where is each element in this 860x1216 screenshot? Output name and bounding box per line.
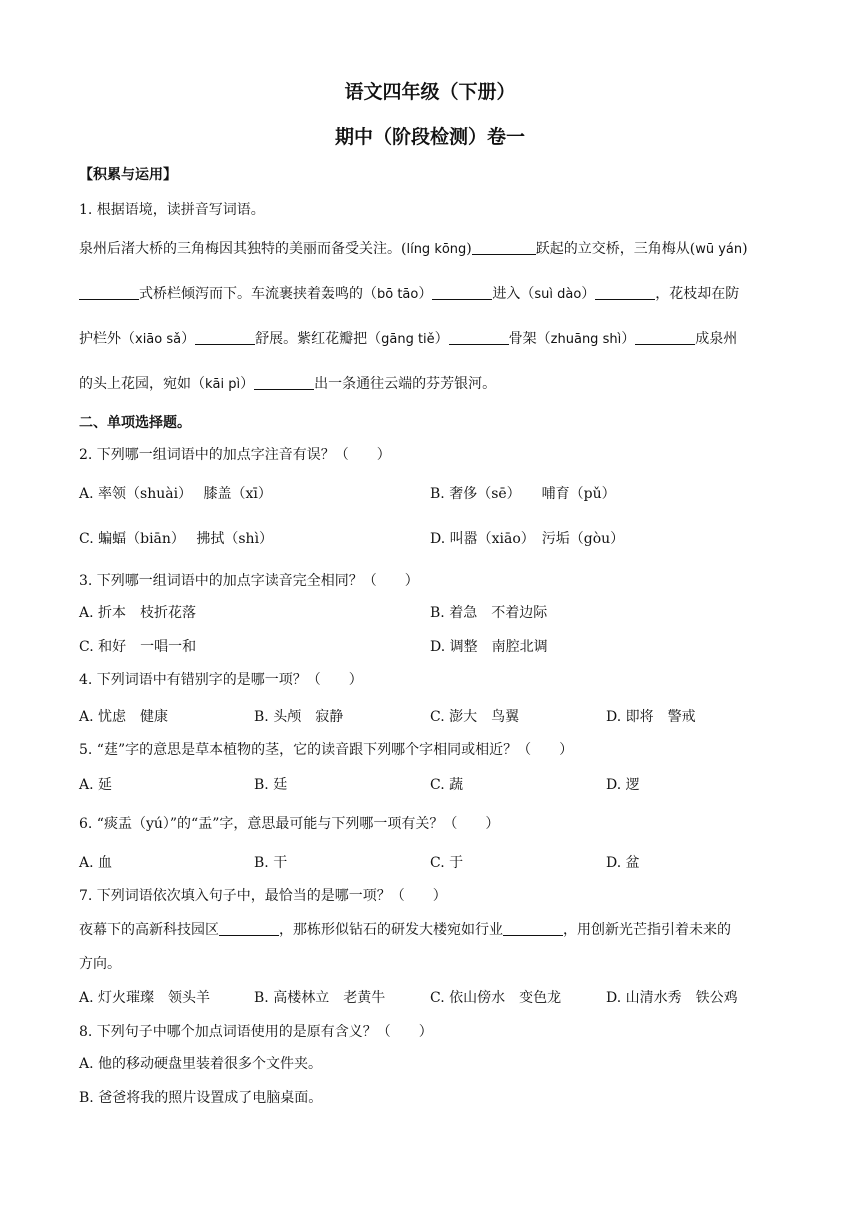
question-2-stem: 2. 下列哪一组词语中的加点字注音有误？（ ） <box>79 447 391 463</box>
question-6-stem: 6. “痰盂（yú）”的“盂”字，意思最可能与下列哪一项有关？（ ） <box>79 816 500 832</box>
pinyin: líng kōng <box>406 242 467 257</box>
text: 跃起的立交桥，三角梅从( <box>535 241 696 257</box>
pinyin: gāng tiě <box>381 332 435 347</box>
text: 式桥栏倾泻而下。车流裹挟着轰鸣的（ <box>139 286 377 302</box>
question-4-option-c[interactable]: C. 澎大 鸟翼 <box>430 709 520 725</box>
pinyin: bō tāo <box>377 287 419 302</box>
question-6-option-a[interactable]: A. 血 <box>79 855 113 871</box>
text: 泉州后渚大桥的三角梅因其独特的美丽而备受关注。( <box>79 241 407 257</box>
pinyin: xiāo sǎ <box>135 332 182 347</box>
question-7-stem: 7. 下列词语依次填入句子中，最恰当的是哪一项？（ ） <box>79 888 447 904</box>
pinyin: wū yán <box>695 242 743 257</box>
text: 舒展。紫红花瓣把（ <box>255 331 382 347</box>
section-heading-single-choice: 二、单项选择题。 <box>79 415 191 431</box>
question-5-option-a[interactable]: A. 延 <box>79 777 113 793</box>
answer-blank[interactable] <box>635 330 695 345</box>
answer-blank[interactable] <box>449 330 509 345</box>
question-6-option-b[interactable]: B. 干 <box>254 855 288 871</box>
question-6-option-c[interactable]: C. 于 <box>430 855 464 871</box>
answer-blank[interactable] <box>219 921 279 936</box>
answer-blank[interactable] <box>432 285 492 300</box>
text: ） <box>581 286 596 302</box>
question-5-option-b[interactable]: B. 廷 <box>254 777 288 793</box>
question-7-option-c[interactable]: C. 依山傍水 变色龙 <box>430 990 562 1006</box>
text: 护栏外（ <box>79 331 135 347</box>
answer-blank[interactable] <box>503 921 563 936</box>
question-5-option-c[interactable]: C. 蔬 <box>430 777 464 793</box>
text: 成泉州 <box>695 331 738 347</box>
question-6-option-d[interactable]: D. 盆 <box>606 855 640 871</box>
pinyin: kāi pì <box>205 377 241 392</box>
question-4-option-d[interactable]: D. 即将 警戒 <box>606 709 696 725</box>
answer-blank[interactable] <box>472 240 536 255</box>
text: 夜幕下的高新科技园区 <box>79 922 219 938</box>
answer-blank[interactable] <box>79 285 139 300</box>
question-1-passage-line-2 <box>79 283 739 303</box>
question-5-option-d[interactable]: D. 逻 <box>606 777 640 793</box>
question-7-option-a[interactable]: A. 灯火璀璨 领头羊 <box>79 990 211 1006</box>
question-8-option-a[interactable]: A. 他的移动硬盘里装着很多个文件夹。 <box>79 1056 323 1072</box>
question-3-option-b[interactable]: B. 着急 不着边际 <box>430 605 548 621</box>
text: ） <box>434 331 449 347</box>
pinyin: suì dào <box>534 287 582 302</box>
text: 的头上花园，宛如（ <box>79 376 205 392</box>
question-1-stem: 1. 根据语境，读拼音写词语。 <box>79 202 265 218</box>
question-4-option-b[interactable]: B. 头颅 寂静 <box>254 709 344 725</box>
question-7-sentence-line-1 <box>79 919 731 939</box>
answer-blank[interactable] <box>254 375 314 390</box>
question-7-option-d[interactable]: D. 山清水秀 铁公鸡 <box>606 990 738 1006</box>
question-4-stem: 4. 下列词语中有错别字的是哪一项？（ ） <box>79 672 363 688</box>
question-2-option-a[interactable]: A. 率领（shuài） 膝盖（xī） <box>79 486 272 502</box>
text: 进入（ <box>492 286 535 302</box>
question-4-option-a[interactable]: A. 忧虑 健康 <box>79 709 169 725</box>
section-heading-accumulation: 【积累与运用】 <box>79 167 177 183</box>
question-8-stem: 8. 下列句子中哪个加点词语使用的是原有含义？（ ） <box>79 1024 433 1040</box>
question-1-passage-line-1 <box>79 238 748 258</box>
text: 骨架（ <box>508 331 551 347</box>
question-1-passage-line-4 <box>79 373 496 393</box>
question-2-option-c[interactable]: C. 蝙蝠（biān） 拂拭（shì） <box>79 531 274 547</box>
question-1-passage-line-3 <box>79 328 737 348</box>
question-2-option-b[interactable]: B. 奢侈（sē） 哺育（pǔ） <box>430 486 616 502</box>
pinyin: zhuāng shì <box>550 332 622 347</box>
question-2-option-d[interactable]: D. 叫嚣（xiāo） 污垢（gòu） <box>430 531 625 547</box>
page-title: 语文四年级（下册） <box>344 81 516 103</box>
answer-blank[interactable] <box>195 330 255 345</box>
text: ） <box>181 331 196 347</box>
question-3-stem: 3. 下列哪一组词语中的加点字读音完全相同？（ ） <box>79 573 419 589</box>
text: ，那栋形似钻石的研发大楼宛如行业 <box>279 922 503 938</box>
text: ) <box>466 241 472 257</box>
question-7-sentence-line-2: 方向。 <box>79 956 121 972</box>
page-subtitle: 期中（阶段检测）卷一 <box>334 126 525 148</box>
question-3-option-d[interactable]: D. 调整 南腔北调 <box>430 639 548 655</box>
text: ，花枝却在防 <box>655 286 740 302</box>
answer-blank[interactable] <box>595 285 655 300</box>
text: 出一条通往云端的芬芳银河。 <box>314 376 497 392</box>
text: ） <box>418 286 433 302</box>
question-5-stem: 5. “莛”字的意思是草本植物的茎，它的读音跟下列哪个字相同或相近？（ ） <box>79 742 574 758</box>
text: ) <box>742 241 748 257</box>
question-3-option-a[interactable]: A. 折本 枝折花落 <box>79 605 197 621</box>
text: ） <box>621 331 636 347</box>
question-3-option-c[interactable]: C. 和好 一唱一和 <box>79 639 197 655</box>
text: ） <box>240 376 255 392</box>
question-8-option-b[interactable]: B. 爸爸将我的照片设置成了电脑桌面。 <box>79 1090 323 1106</box>
text: ，用创新光芒指引着未来的 <box>563 922 731 938</box>
question-7-option-b[interactable]: B. 高楼林立 老黄牛 <box>254 990 386 1006</box>
